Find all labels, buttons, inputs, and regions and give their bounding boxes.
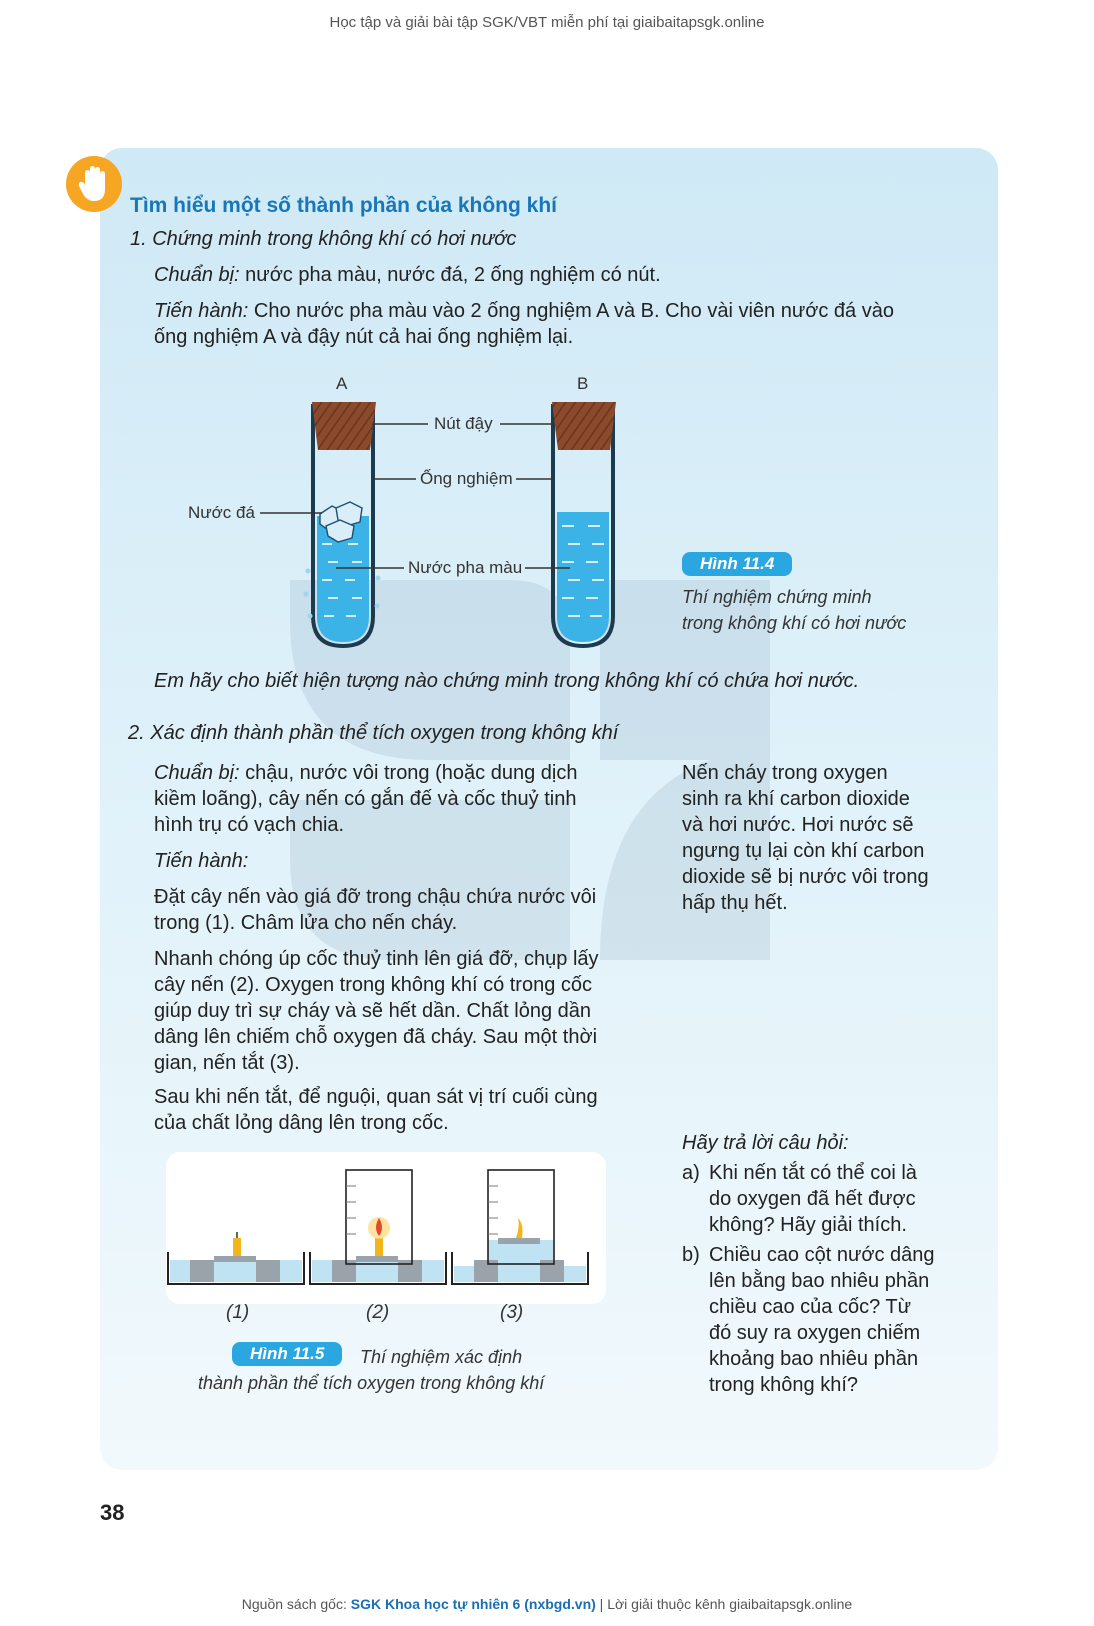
part2-step2-line: cây nến (2). Oxygen trong không khí có trong cốc [154,974,593,996]
part1-proc-label: Tiến hành: [154,300,249,322]
part1-prep [154,262,661,288]
figure-11-5-badge: Hình 11.5 [232,1342,342,1366]
question-b-line: đó suy ra oxygen chiếm [709,1322,921,1344]
side-note-line: Nến cháy trong oxygen [682,762,888,784]
part1-proc-line2: ống nghiệm A và đậy nút cả hai ống nghiệm lại. [154,326,574,348]
question-a [709,1160,946,1238]
part2-step2 [154,946,618,1076]
question-b-line: chiều cao của cốc? Từ [709,1296,912,1318]
question-b-line: trong không khí? [709,1374,858,1396]
footer-source-link[interactable]: SGK Khoa học tự nhiên 6 (nxbgd.vn) [350,1596,596,1612]
figure-11-4-caption-line1: Thí nghiệm chứng minh [682,587,872,607]
tube-a-label: A [336,374,348,393]
part2-prep-line3: hình trụ có vạch chia. [154,814,345,836]
side-note-line: dioxide sẽ bị nước vôi trong [682,866,929,888]
part2-prep [154,760,618,838]
question-b-marker: b) [682,1244,700,1266]
question-a-marker: a) [682,1162,700,1184]
question-a-line: Khi nến tắt có thể coi là [709,1162,917,1184]
colored-water-label: Nước pha màu [408,558,523,577]
hand-icon [66,156,122,212]
part1-question: Em hãy cho biết hiện tượng nào chứng minh trong không khí có chứa hơi nước. [154,670,860,692]
part2-proc-label: Tiến hành: [154,850,249,872]
part1-proc-line1 [154,298,894,324]
part1-prep-text: nước pha màu, nước đá, 2 ống nghiệm có nút. [239,264,661,286]
tube-label: Ống nghiệm [420,469,513,488]
part2-step3 [154,1084,618,1136]
figure-11-5-diagram [166,1152,606,1304]
side-note-line: sinh ra khí carbon dioxide [682,788,910,810]
label-leader-lines [260,424,570,568]
question-b [709,1242,946,1398]
part2-step2-line: gian, nến tắt (3). [154,1052,300,1074]
part2-step1 [154,884,618,936]
part2-prep-line2: kiềm loãng), cây nến có gắn đế và cốc thuỷ tinh [154,788,577,810]
part1-heading: 1. Chứng minh trong không khí có hơi nước [130,228,517,250]
part2-step1-line: Đặt cây nến vào giá đỡ trong chậu chứa nước vôi [154,886,597,908]
footer-suffix: | Lời giải thuộc kênh giaibaitapsgk.online [595,1596,853,1612]
page-number: 38 [100,1500,125,1525]
figure-11-5-label-3: (3) [500,1302,524,1323]
side-note [682,760,946,916]
part2-step3-line: Sau khi nến tắt, để nguội, quan sát vị trí cuối cùng [154,1086,598,1108]
figure-11-5-caption-line2: thành phần thể tích oxygen trong không khí [198,1373,545,1393]
figure-11-5-label-2: (2) [366,1302,390,1323]
header-note: Học tập và giải bài tập SGK/VBT miễn phí tại giaibaitapsgk.online [329,14,765,31]
question-b-line: lên bằng bao nhiêu phần [709,1270,930,1292]
question-a-line: do oxygen đã hết được [709,1188,916,1210]
part2-prep-line1: chậu, nước vôi trong (hoặc dung dịch [239,762,578,784]
figure-11-5-caption-line1: Thí nghiệm xác định [360,1347,523,1367]
side-note-line: và hơi nước. Hơi nước sẽ [682,814,914,836]
section-title: Tìm hiểu một số thành phần của không khí [130,194,558,217]
test-tube-a [304,402,381,646]
part1-prep-label: Chuẩn bị: [154,264,240,286]
stopper-label: Nút đậy [434,414,493,433]
basin-1 [168,1232,304,1284]
figure-11-4-caption [682,584,906,636]
questions-intro: Hãy trả lời câu hỏi: [682,1132,849,1154]
tube-b-label: B [577,374,589,393]
side-note-line: hấp thụ hết. [682,892,788,914]
part2-step3-line: của chất lỏng dâng lên trong cốc. [154,1112,449,1134]
side-note-line: ngưng tụ lại còn khí carbon [682,840,925,862]
figure-11-4-caption-line2: trong không khí có hơi nước [682,613,907,633]
question-b-line: Chiều cao cột nước dâng [709,1244,935,1266]
footer-prefix: Nguồn sách gốc: [241,1596,351,1612]
test-tube-b [552,402,616,646]
part2-step2-line: giúp duy trì sự cháy và sẽ hết dần. Chất lỏng dần [154,1000,591,1022]
footer-note [0,1596,1094,1612]
part2-step2-line: dâng lên chiếm chỗ oxygen đã cháy. Sau một thời [154,1026,598,1048]
part2-step2-line: Nhanh chóng úp cốc thuỷ tinh lên giá đỡ, chụp lấy [154,948,599,970]
figure-11-5-label-1: (1) [226,1302,250,1323]
ice-label: Nước đá [188,503,255,522]
basin-3 [452,1170,588,1284]
part1-proc-text: Cho nước pha màu vào 2 ống nghiệm A và B. Cho vài viên nước đá vào [248,300,894,322]
part2-step1-line: trong (1). Châm lửa cho nến cháy. [154,912,458,934]
basin-2 [310,1170,446,1284]
part2-heading: 2. Xác định thành phần thể tích oxygen trong không khí [128,722,619,744]
question-b-line: khoảng bao nhiêu phần [709,1348,919,1370]
part2-prep-label: Chuẩn bị: [154,762,240,784]
question-a-line: không? Hãy giải thích. [709,1214,907,1236]
figure-11-4-badge: Hình 11.4 [682,552,792,576]
